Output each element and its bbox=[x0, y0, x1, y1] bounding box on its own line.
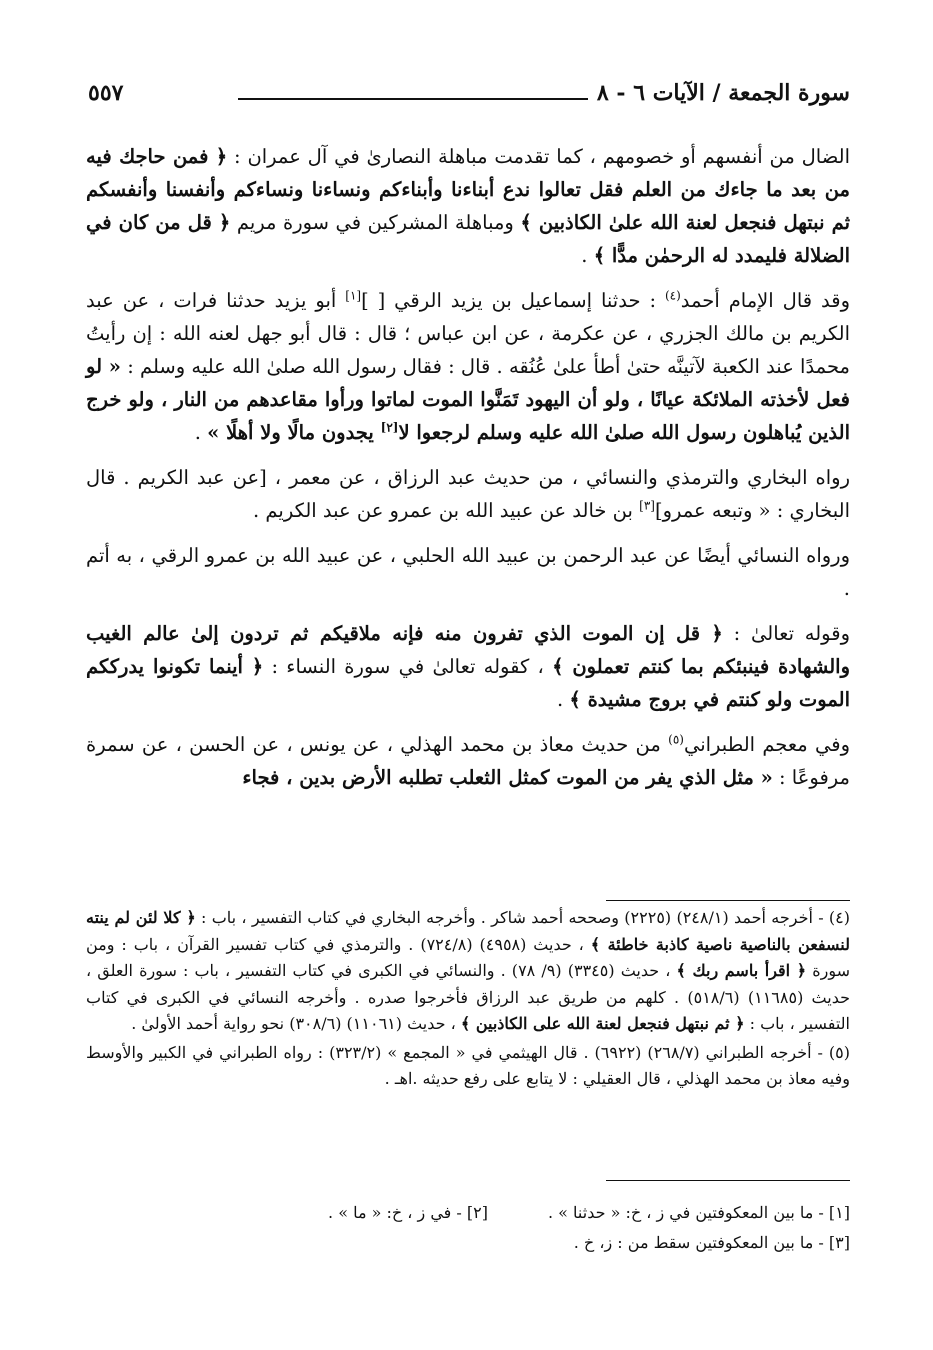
text-run: ورواه النسائي أيضًا عن عبد الرحمن بن عبيد الله الحلبي ، عن عبيد الله بن عمرو الرقي ، به أتم . bbox=[86, 544, 850, 600]
quran-quote: ﴿ أينما تكونوا يدرككم الموت ولو كنتم في بروج مشيدة ﴾ bbox=[86, 655, 850, 711]
page-header bbox=[88, 80, 850, 116]
hadith-quote: يجدون مالًا ولا أهلًا » bbox=[207, 421, 381, 444]
paragraph-4 bbox=[86, 539, 850, 605]
paragraph-2 bbox=[86, 284, 850, 449]
text-run: ، حديث (٤٩٥٨) (٧٢٤/٨) . والترمذي في كتاب تفسير القرآن ، باب : ومن سورة bbox=[86, 934, 851, 980]
quran-quote: ﴿ ثم نبتهل فنجعل لعنة الله على الكاذبين ﴾ bbox=[460, 1014, 745, 1033]
text-run: : حدثنا إسماعيل بن يزيد الرقي [ ] bbox=[361, 289, 665, 312]
footnote-5 bbox=[86, 1040, 850, 1093]
text-run: الضال من أنفسهم أو خصومهم ، كما تقدمت مباهلة النصارىٰ في آل عمران : bbox=[227, 145, 850, 168]
paragraph-1 bbox=[86, 140, 850, 272]
variant-ref: [٣] bbox=[639, 498, 655, 513]
quran-quote: ﴿ قل من كان في الضلالة فليمدد له الرحمٰن مدًّا ﴾ bbox=[86, 211, 850, 267]
text-run: ، حديث (٣٣٤٥) (٩/ ٧٨) . والنسائي في الكبرى في كتاب التفسير ، باب : سورة العلق ، حديث (١١٦٨٥) (٥١٨/٦) . كلهم من طريق عبد الرزاق فأخرجوا صدره . وأخرجه النسائي في الكبرى في كتاب التفسير ، باب : bbox=[86, 961, 851, 1033]
text-run: رواه البخاري والترمذي والنسائي ، من حديث عبد الرزاق ، عن معمر ، [عن عبد الكريم . قال البخاري : « وتبعه عمرو] bbox=[86, 466, 850, 522]
header-rule bbox=[238, 98, 588, 100]
footnote-rule bbox=[606, 900, 850, 901]
text-run: بن خالد عن عبيد الله بن عمرو عن عبد الكريم . bbox=[253, 499, 640, 522]
footnote-4 bbox=[86, 905, 850, 1038]
footnote-ref: (٥) bbox=[668, 732, 684, 747]
variant-ref: [٢] bbox=[380, 420, 399, 435]
text-run: وفي معجم الطبراني bbox=[683, 733, 850, 756]
footnote-ref: (٤) bbox=[664, 288, 681, 303]
paragraph-3 bbox=[86, 461, 850, 527]
text-run: . bbox=[194, 421, 208, 444]
paragraph-6 bbox=[86, 728, 850, 794]
text-run: وقد قال الإمام أحمد bbox=[680, 289, 850, 312]
text-run: . bbox=[556, 688, 570, 711]
text-run: . bbox=[581, 244, 594, 267]
variant-notes bbox=[86, 1198, 850, 1258]
quran-quote: ﴿ كلا لئن لم ينته لنسفعن بالناصية ناصية كاذبة خاطئة ﴾ bbox=[86, 908, 851, 954]
variants-rule bbox=[606, 1180, 850, 1181]
running-title: سورة الجمعة / الآيات ٦ - ٨ bbox=[596, 80, 850, 106]
page-number: ٥٥٧ bbox=[88, 80, 124, 106]
text-run: ، كقوله تعالىٰ في سورة النساء : bbox=[263, 655, 553, 678]
text-run: ومباهلة المشركين في سورة مريم bbox=[230, 211, 521, 234]
variant-row bbox=[86, 1198, 850, 1228]
hadith-quote: « مثل الذي يفر من الموت كمثل الثعلب تطلبه الأرض بدين ، فجاء bbox=[242, 766, 773, 789]
text-run: (٥) - أخرجه الطبراني (٢٦٨/٧) (٦٩٢٢) . قال الهيثمي في « المجمع » (٣٢٣/٢) : رواه الطبراني في الكبير والأوسط وفيه معاذ بن محمد الهذلي ، قال العقيلي : لا يتابع على رفع حديثه .اهـ . bbox=[86, 1042, 851, 1088]
text-run: أبو يزيد حدثنا فرات ، عن عبد الكريم بن مالك الجزري ، عن عكرمة ، عن ابن عباس ؛ قال : قال أبو جهل لعنه الله : إن رأيتُ محمدًا عند الكعبة لآتينَّه حتىٰ أطأ علىٰ عُنُقه . قال : فقال رسول الله صلىٰ الله عليه وسلم : bbox=[86, 289, 850, 378]
variant-note-2: [٢] - في ز ، خ: « ما » . bbox=[328, 1203, 488, 1222]
text-run: وقوله تعالىٰ : bbox=[722, 622, 850, 645]
variant-note-1: [١] - ما بين المعكوفتين في ز ، خ: « حدثنا » . bbox=[547, 1203, 850, 1222]
quran-quote: ﴿ فمن حاجك فيه من بعد ما جاءك من العلم فقل تعالوا ندع أبناءنا وأبناءكم ونساءنا ونساءكم وأنفسنا وأنفسكم ثم نبتهل فنجعل لعنة الله علىٰ الكاذبين ﴾ bbox=[86, 145, 850, 234]
paragraph-5 bbox=[86, 617, 850, 716]
hadith-quote: « لو فعل لأخذته الملائكة عيانًا ، ولو أن اليهود تَمَنَّوا الموت لماتوا ورأوا مقاعدهم من النار ، ولو خرج الذين يُباهلون رسول الله صلىٰ الله عليه وسلم لرجعوا لا bbox=[86, 355, 850, 444]
footnotes bbox=[86, 905, 850, 1095]
variant-ref: [١] bbox=[345, 288, 362, 303]
main-text bbox=[86, 140, 850, 806]
quran-quote: ﴿ قل إن الموت الذي تفرون منه فإنه ملاقيكم ثم تردون إلىٰ عالم الغيب والشهادة فينبئكم بما كنتم تعملون ﴾ bbox=[86, 622, 850, 678]
text-run: (٤) - أخرجه أحمد (٢٤٨/١) (٢٢٢٥) وصححه أحمد شاكر . وأخرجه البخاري في كتاب التفسير ، باب : bbox=[195, 908, 850, 927]
text-run: ، حديث (١١٠٦١) (٣٠٨/٦) نحو رواية أحمد الأولىٰ . bbox=[131, 1014, 461, 1033]
variant-note-3: [٣] - ما بين المعكوفتين سقط من : ز، خ . bbox=[573, 1233, 850, 1252]
text-run: من حديث معاذ بن محمد الهذلي ، عن يونس ، عن الحسن ، عن سمرة مرفوعًا : bbox=[86, 733, 850, 789]
quran-quote: ﴿ اقرأ باسم ربك ﴾ bbox=[676, 961, 807, 980]
